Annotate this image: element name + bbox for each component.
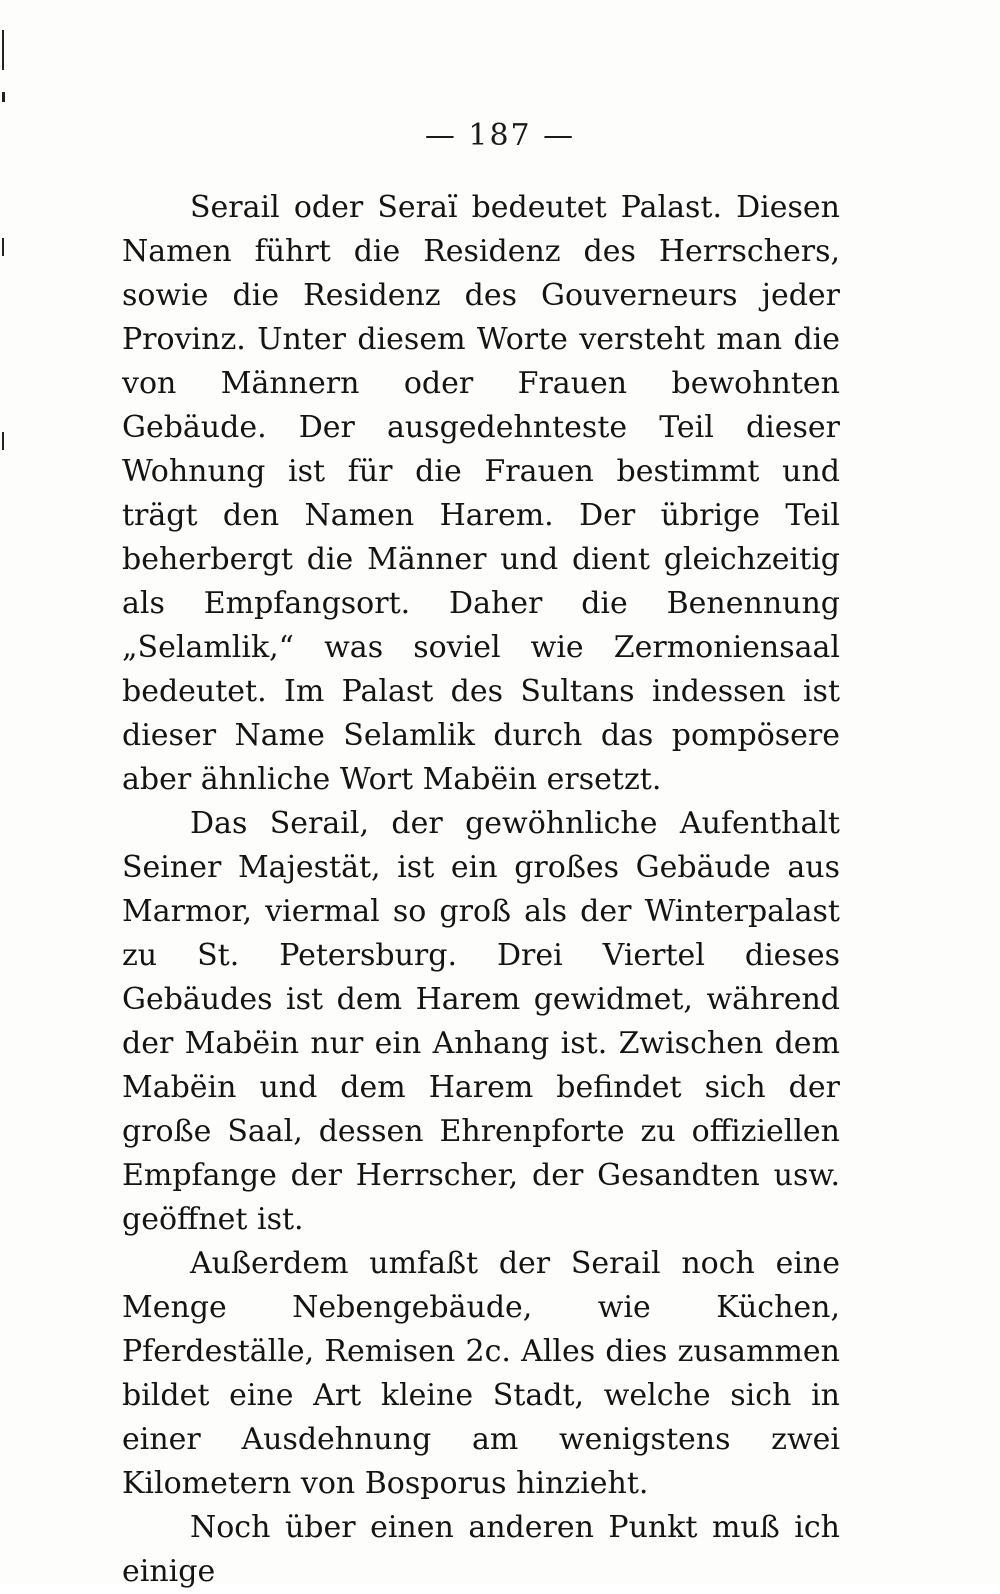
scan-edge-mark [2,30,4,70]
paragraph: Serail oder Seraï bedeutet Palast. Diesen Namen führt die Residenz des Herrschers, sowie die Residenz des Gouverneurs jeder Provinz. Unter diesem Worte versteht man die von Männern oder Frauen bewohnten Gebäude. Der ausgedehnteste Teil dieser Wohnung ist für die Frauen bestimmt und trägt den Namen Harem. Der übrige Teil beherbergt die Männer und dient gleichzeitig als Empfangsort. Daher die Benennung „Selamlik,“ was soviel wie Zermoniensaal bedeutet. Im Palast des Sultans indessen ist dieser Name Selamlik durch das pompösere aber ähnliche Wort Mabëin ersetzt. [122,190,840,797]
scan-edge-mark [2,238,4,256]
paragraph: Außerdem umfaßt der Serail noch eine Menge Nebengebäude, wie Küchen, Pferdeställe, Remisen 2c. Alles dies zusammen bildet eine Art kleine Stadt, welche sich in einer Ausdehnung am wenigstens zwei Kilometern von Bosporus hinzieht. [122,1246,840,1501]
scan-edge-mark [2,432,4,450]
page-number: — 187 — [424,118,576,153]
body-text [122,186,840,1594]
scan-edge-mark [2,92,5,102]
paragraph: Noch über einen anderen Punkt muß ich einige [122,1510,840,1589]
paragraph: Das Serail, der gewöhnliche Aufenthalt Seiner Majestät, ist ein großes Gebäude aus Marmor, viermal so groß als der Winterpalast zu St. Petersburg. Drei Viertel dieses Gebäudes ist dem Harem gewidmet, während der Mabëin nur ein Anhang ist. Zwischen dem Mabëin und dem Harem befindet sich der große Saal, dessen Ehrenpforte zu offiziellen Empfange der Herrscher, der Gesandten usw. geöffnet ist. [122,806,840,1237]
